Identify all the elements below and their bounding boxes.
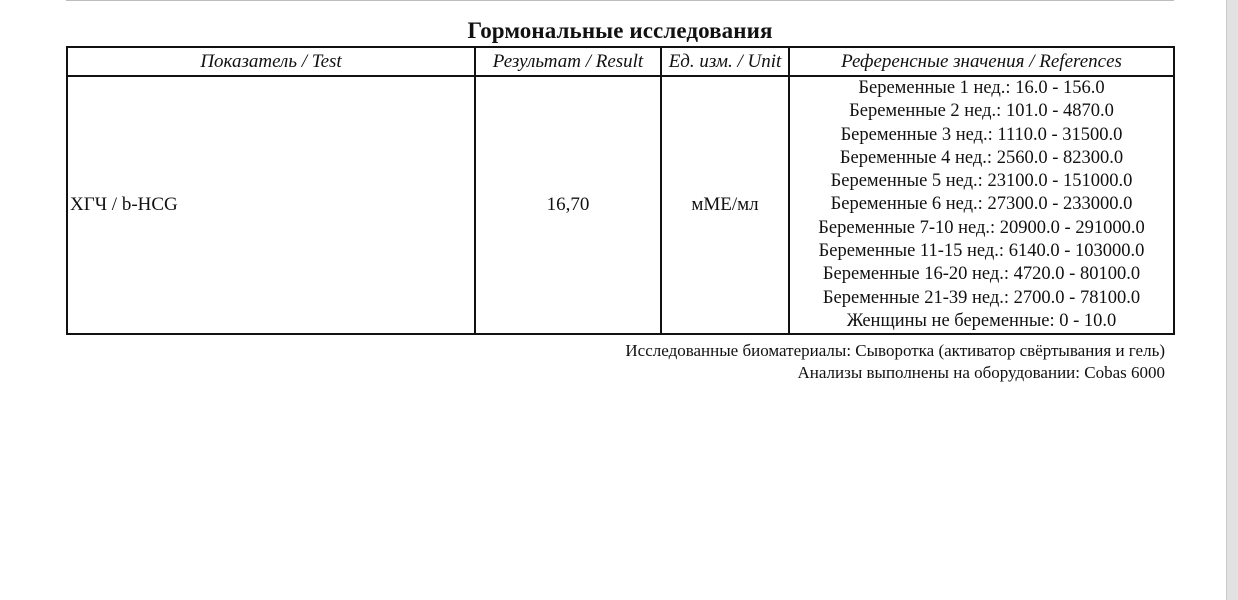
section-title: Гормональные исследования [467, 18, 773, 43]
table-row [67, 76, 1174, 334]
reference-line: Беременные 21-39 нед.: 2700.0 - 78100.0 [822, 287, 1141, 308]
header-unit: Ед. изм. / Unit [661, 47, 789, 76]
reference-line: Женщины не беременные: 0 - 10.0 [846, 310, 1117, 331]
reference-line: Беременные 4 нед.: 2560.0 - 82300.0 [839, 147, 1124, 168]
unit-cell: мМЕ/мл [661, 76, 789, 334]
top-divider [66, 0, 1174, 1]
viewer-scroll-edge[interactable] [1226, 0, 1238, 600]
biomaterial-note: Исследованные биоматериалы: Сыворотка (активатор свёртывания и гель) [625, 341, 1165, 360]
reference-line: Беременные 2 нед.: 101.0 - 4870.0 [849, 101, 1114, 122]
reference-line: Беременные 6 нед.: 27300.0 - 233000.0 [830, 194, 1133, 215]
reference-line: Беременные 11-15 нед.: 6140.0 - 103000.0 [818, 241, 1145, 262]
header-references: Референсные значения / References [789, 47, 1174, 76]
footer-notes [625, 340, 1165, 384]
reference-line: Беременные 7-10 нед.: 20900.0 - 291000.0 [818, 217, 1145, 238]
header-test: Показатель / Test [67, 47, 475, 76]
table-header-row [67, 47, 1174, 76]
reference-line: Беременные 5 нед.: 23100.0 - 151000.0 [830, 171, 1133, 192]
header-result: Результат / Result [475, 47, 661, 76]
references-cell [789, 76, 1174, 334]
results-table [66, 46, 1175, 335]
reference-line: Беременные 1 нед.: 16.0 - 156.0 [858, 78, 1105, 98]
equipment-note: Анализы выполнены на оборудовании: Cobas 6000 [797, 363, 1165, 382]
reference-line: Беременные 3 нед.: 1110.0 - 31500.0 [840, 124, 1123, 145]
result-value-cell: 16,70 [475, 76, 661, 334]
reference-line: Беременные 16-20 нед.: 4720.0 - 80100.0 [822, 264, 1141, 285]
test-name-cell: ХГЧ / b-HCG [67, 76, 475, 334]
